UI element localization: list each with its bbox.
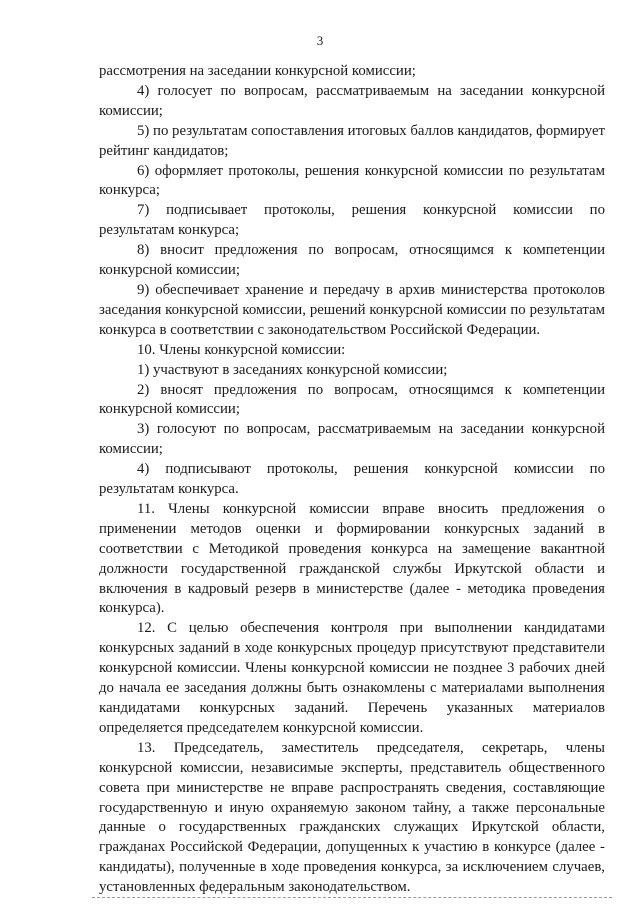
paragraph-section-11: 11. Члены конкурсной комиссии вправе вносить предложения о применении методов оценки и формировании конкурсных заданий в соответствии с Методикой проведения конкурса на замещение вакантной должности государственной гражданской службы Иркутской области и включения в кадровый резерв в министерстве (далее - методика проведения конкурса). (99, 500, 605, 617)
paragraph-item-9: 9) обеспечивает хранение и передачу в архив министерства протоколов заседания конкурсной комиссии, решений конкурсной комиссии по результатам конкурса в соответствии с законодательством Российской Федерации. (99, 281, 605, 338)
paragraph-section-12: 12. С целью обеспечения контроля при выполнении кандидатами конкурсных заданий в ходе конкурсных процедур присутствуют представители конкурсной комиссии. Члены конкурсной комиссии не позднее 3 рабочих дней до начала ее заседания должны быть ознакомлены с материалами выполнения кандидатами конкурсных заданий. Перечень указанных материалов определяется председателем конкурсной комиссии. (99, 620, 605, 736)
paragraph-item-5: 5) по результатам сопоставления итоговых баллов кандидатов, формирует рейтинг кандидатов; (99, 122, 606, 159)
page-bottom-divider (92, 897, 612, 898)
paragraph-section-13: 13. Председатель, заместитель председателя, секретарь, члены конкурсной комиссии, независимые эксперты, представитель общественного совета при министерстве не вправе распространять сведения, составляющие государственную и иную охраняемую законом тайну, а также персональные данные о государственных гражданских служащих Иркутской области, гражданах Российской Федерации, допущенных к участию в конкурсе (далее - кандидаты), полученные в ходе проведения конкурса, за исключением случаев, установленных федеральным законодательством. (99, 739, 605, 896)
page-number: 3 (316, 33, 324, 48)
paragraph-continuation: рассмотрения на заседании конкурсной комиссии; (99, 63, 416, 79)
paragraph-item-7: 7) подписывает протоколы, решения конкурсной комиссии по результатам конкурса; (99, 202, 605, 239)
paragraph-members-item-4: 4) подписывают протоколы, решения конкурсной комиссии по результатам конкурса. (99, 461, 605, 498)
paragraph-item-4: 4) голосует по вопросам, рассматриваемым на заседании конкурсной комиссии; (99, 82, 605, 119)
paragraph-members-item-1: 1) участвуют в заседаниях конкурсной комиссии; (137, 361, 448, 378)
paragraph-item-6: 6) оформляет протоколы, решения конкурсной комиссии по результатам конкурса; (99, 162, 605, 199)
document-body (99, 62, 605, 898)
paragraph-members-item-3: 3) голосуют по вопросам, рассматриваемым на заседании конкурсной комиссии; (99, 421, 605, 458)
paragraph-section-10: 10. Члены конкурсной комиссии: (137, 341, 346, 358)
paragraph-item-8: 8) вносит предложения по вопросам, относящимся к компетенции конкурсной комиссии; (99, 242, 605, 279)
paragraph-members-item-2: 2) вносят предложения по вопросам, относящимся к компетенции конкурсной комиссии; (99, 381, 605, 418)
